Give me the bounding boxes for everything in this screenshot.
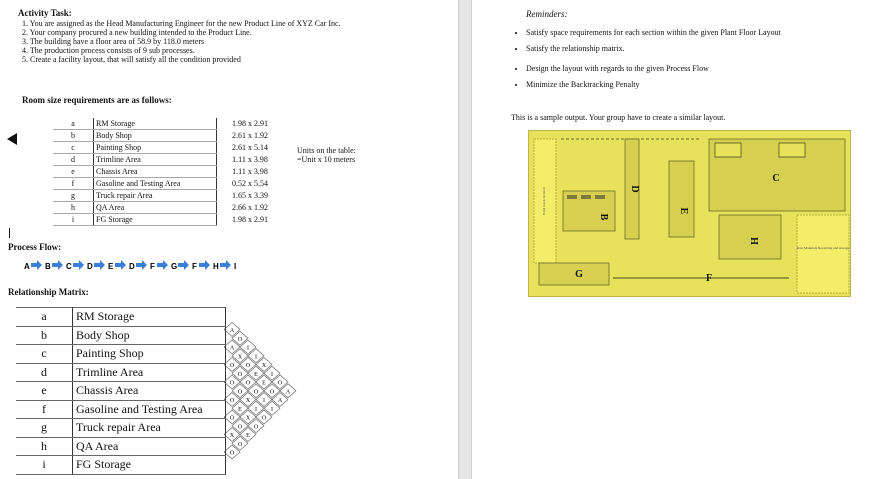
room-name-cell: Body Shop [94,130,217,142]
matrix-letter: O [245,380,251,387]
room-code-cell: a [53,118,94,130]
room-row [53,166,283,178]
relationship-row [16,326,226,345]
room-dim-cell: 2.61 x 1.92 [232,130,268,140]
room-size-table [53,118,283,226]
relationship-code-cell: i [16,456,73,475]
relationship-code-cell: b [16,326,73,345]
room-code-cell: d [53,154,94,166]
matrix-letter: O [253,424,259,431]
matrix-letter: O [229,415,235,422]
section-c-label: C [772,173,780,184]
room-dim-cell: 2.61 x 5.14 [232,142,268,152]
room-code-cell: h [53,202,94,214]
matrix-letter: A [285,389,291,396]
room-name-cell: Chassis Area [94,166,217,178]
matrix-letter: O [229,363,235,369]
process-flow [24,259,254,278]
matrix-letter: E [246,433,250,439]
process-step: F [192,262,197,271]
room-code-cell: b [53,130,94,142]
matrix-letter: E [254,371,258,378]
room-code-cell: i [53,214,94,226]
room-name-cell: Painting Shop [94,142,217,154]
matrix-letter: O [237,424,243,431]
page-divider [458,0,472,479]
matrix-letter: O [253,389,259,396]
relationship-name-cell: Trimline Area [73,363,226,382]
room-dim-cell: 2.66 x 1.92 [232,202,268,212]
room-row [53,202,283,214]
task-item: 2. Your company procured a new building intended to the Product Line. [22,28,252,37]
matrix-letter: O [245,363,251,369]
relationship-code-cell: e [16,382,73,401]
arrow-right-icon [199,260,210,270]
relationship-name-cell: Body Shop [73,326,226,345]
room-code-cell: g [53,190,94,202]
relationship-row [16,437,226,456]
arrow-right-icon [220,260,231,270]
relationship-name-cell: Painting Shop [73,345,226,364]
relationship-row [16,382,226,401]
units-note-line: =Unit x 10 meters [297,155,356,164]
room-row [53,118,283,130]
relationship-code-cell: g [16,419,73,438]
room-dim-cell: 0.52 x 5.54 [232,178,268,188]
relationship-code-cell: a [16,308,73,327]
matrix-letter: I [271,406,273,413]
matrix-letter: I [263,398,265,404]
matrix-letter: E [238,406,242,413]
matrix-letter: X [245,398,251,404]
room-name-cell: Gasoline and Testing Area [94,178,217,190]
matrix-letter: I [271,371,273,378]
section-b-label: B [598,213,609,221]
units-note-line: Units on the table: [297,146,356,155]
fg-area-label: Finish Goods Inventory [542,186,546,216]
sample-layout-drawing [529,131,850,296]
matrix-letter: O [269,389,275,396]
task-title: Activity Task: [18,8,72,18]
process-step: D [129,262,135,271]
matrix-letter: A [277,398,283,404]
matrix-letter: O [229,398,235,404]
arrow-right-icon [94,260,105,270]
relationship-name-cell: Truck repair Area [73,419,226,438]
process-flow-label: Process Flow: [8,242,62,252]
arrow-right-icon [73,260,84,270]
relationship-table [16,307,226,475]
process-step: A [24,262,30,271]
units-note [297,146,356,164]
relationship-row [16,400,226,419]
arrow-right-icon [178,260,189,270]
reminders-title: Reminders: [526,9,568,19]
section-f-label: F [705,273,713,284]
relationship-matrix-diagram [224,312,314,462]
matrix-letter: E [262,380,266,387]
relationship-row [16,456,226,475]
matrix-letter: O [261,415,267,422]
room-row [53,190,283,202]
matrix-letter: O [229,450,235,457]
section-g-label: G [575,269,583,280]
room-dim-cell: 1.98 x 2.91 [232,118,268,128]
raw-area-label: Raw Materials Receiving and storage [796,246,850,250]
room-code-cell: f [53,178,94,190]
matrix-letter: O [237,441,243,448]
matrix-letter: O [237,371,243,378]
room-dim-cell: 1.11 x 3.98 [232,154,268,164]
task-item: 4. The production process consists of 9 sub processes. [22,46,195,55]
matrix-letter: X [261,363,267,369]
relationship-row [16,363,226,382]
room-row [53,142,283,154]
reminder-item: • Design the layout with regards to the given Process Flow [526,64,781,73]
matrix-letter: I [255,354,257,361]
process-step: H [213,262,219,271]
matrix-letter: A [229,345,235,352]
sample-note: This is a sample output. Your group have to create a similar layout. [511,113,726,122]
arrow-right-icon [52,260,63,270]
process-step: I [234,262,237,271]
task-list [22,19,341,64]
relationship-code-cell: c [16,345,73,364]
arrow-right-icon [115,260,126,270]
collapse-arrow-icon[interactable] [7,133,17,145]
room-name-cell: QA Area [94,202,217,214]
matrix-letter: O [277,380,283,387]
room-name-cell: FG Storage [94,214,217,226]
reminders-list [512,28,781,96]
matrix-letter: I [255,406,257,413]
room-row [53,178,283,190]
relationship-name-cell: Gasoline and Testing Area [73,400,226,419]
process-step: G [171,262,178,271]
room-code-cell: c [53,142,94,154]
relationship-code-cell: h [16,437,73,456]
arrow-right-icon [31,260,42,270]
matrix-letter: O [237,336,243,343]
matrix-letter: I [247,345,249,352]
sample-layout-image [528,130,851,297]
room-name-cell: Trimline Area [94,154,217,166]
relationship-name-cell: RM Storage [73,308,226,327]
process-step: D [87,262,93,271]
process-flow-diagram [24,259,254,273]
room-name-cell: RM Storage [94,118,217,130]
matrix-letter: X [229,433,235,439]
section-e-label: E [678,207,689,215]
room-dim-cell: 1.11 x 3.98 [232,166,268,176]
task-item: 3. The building have a floor area of 58.9 by 118.0 meters [22,37,205,46]
task-item: 5. Create a facility layout, that will satisfy all the condition provided [22,55,241,64]
room-dim-cell: 1.98 x 2.91 [232,214,268,224]
arrow-right-icon [136,260,147,270]
matrix-letter: A [229,328,235,334]
relationship-code-cell: f [16,400,73,419]
reminder-item: • Satisfy the relationship matrix. [526,44,781,53]
relationship-matrix-label: Relationship Matrix: [8,287,89,297]
room-row [53,214,283,226]
relationship-row [16,345,226,364]
arrow-right-icon [157,260,168,270]
matrix-letter: O [229,380,235,387]
process-step: C [66,262,72,271]
reminder-item: • Satisfy space requirements for each section within the given Plant Floor Layout [526,28,781,37]
relationship-row [16,308,226,327]
relationship-name-cell: FG Storage [73,456,226,475]
relationship-name-cell: Chassis Area [73,382,226,401]
process-step: F [150,262,155,271]
room-code-cell: e [53,166,94,178]
matrix-letter: O [237,389,243,396]
matrix-letter: X [237,354,243,361]
reminder-item: • Minimize the Backtracking Penalty [526,80,781,89]
task-item: 1. You are assigned as the Head Manufacturing Engineer for the new Product Line of XYZ Car Inc. [22,19,341,28]
process-step: B [45,262,51,271]
matrix-letter: X [245,415,251,422]
room-name-cell: Truck repair Area [94,190,217,202]
relationship-code-cell: d [16,363,73,382]
relationship-row [16,419,226,438]
section-h-label: H [748,237,759,245]
room-row [53,154,283,166]
room-row [53,130,283,142]
process-step: E [108,262,114,271]
room-dim-cell: 1.65 x 3.39 [232,190,268,200]
section-d-label: D [629,185,640,193]
room-size-heading: Room size requirements are as follows: [22,95,172,105]
relationship-name-cell: QA Area [73,437,226,456]
text-cursor [9,228,10,238]
